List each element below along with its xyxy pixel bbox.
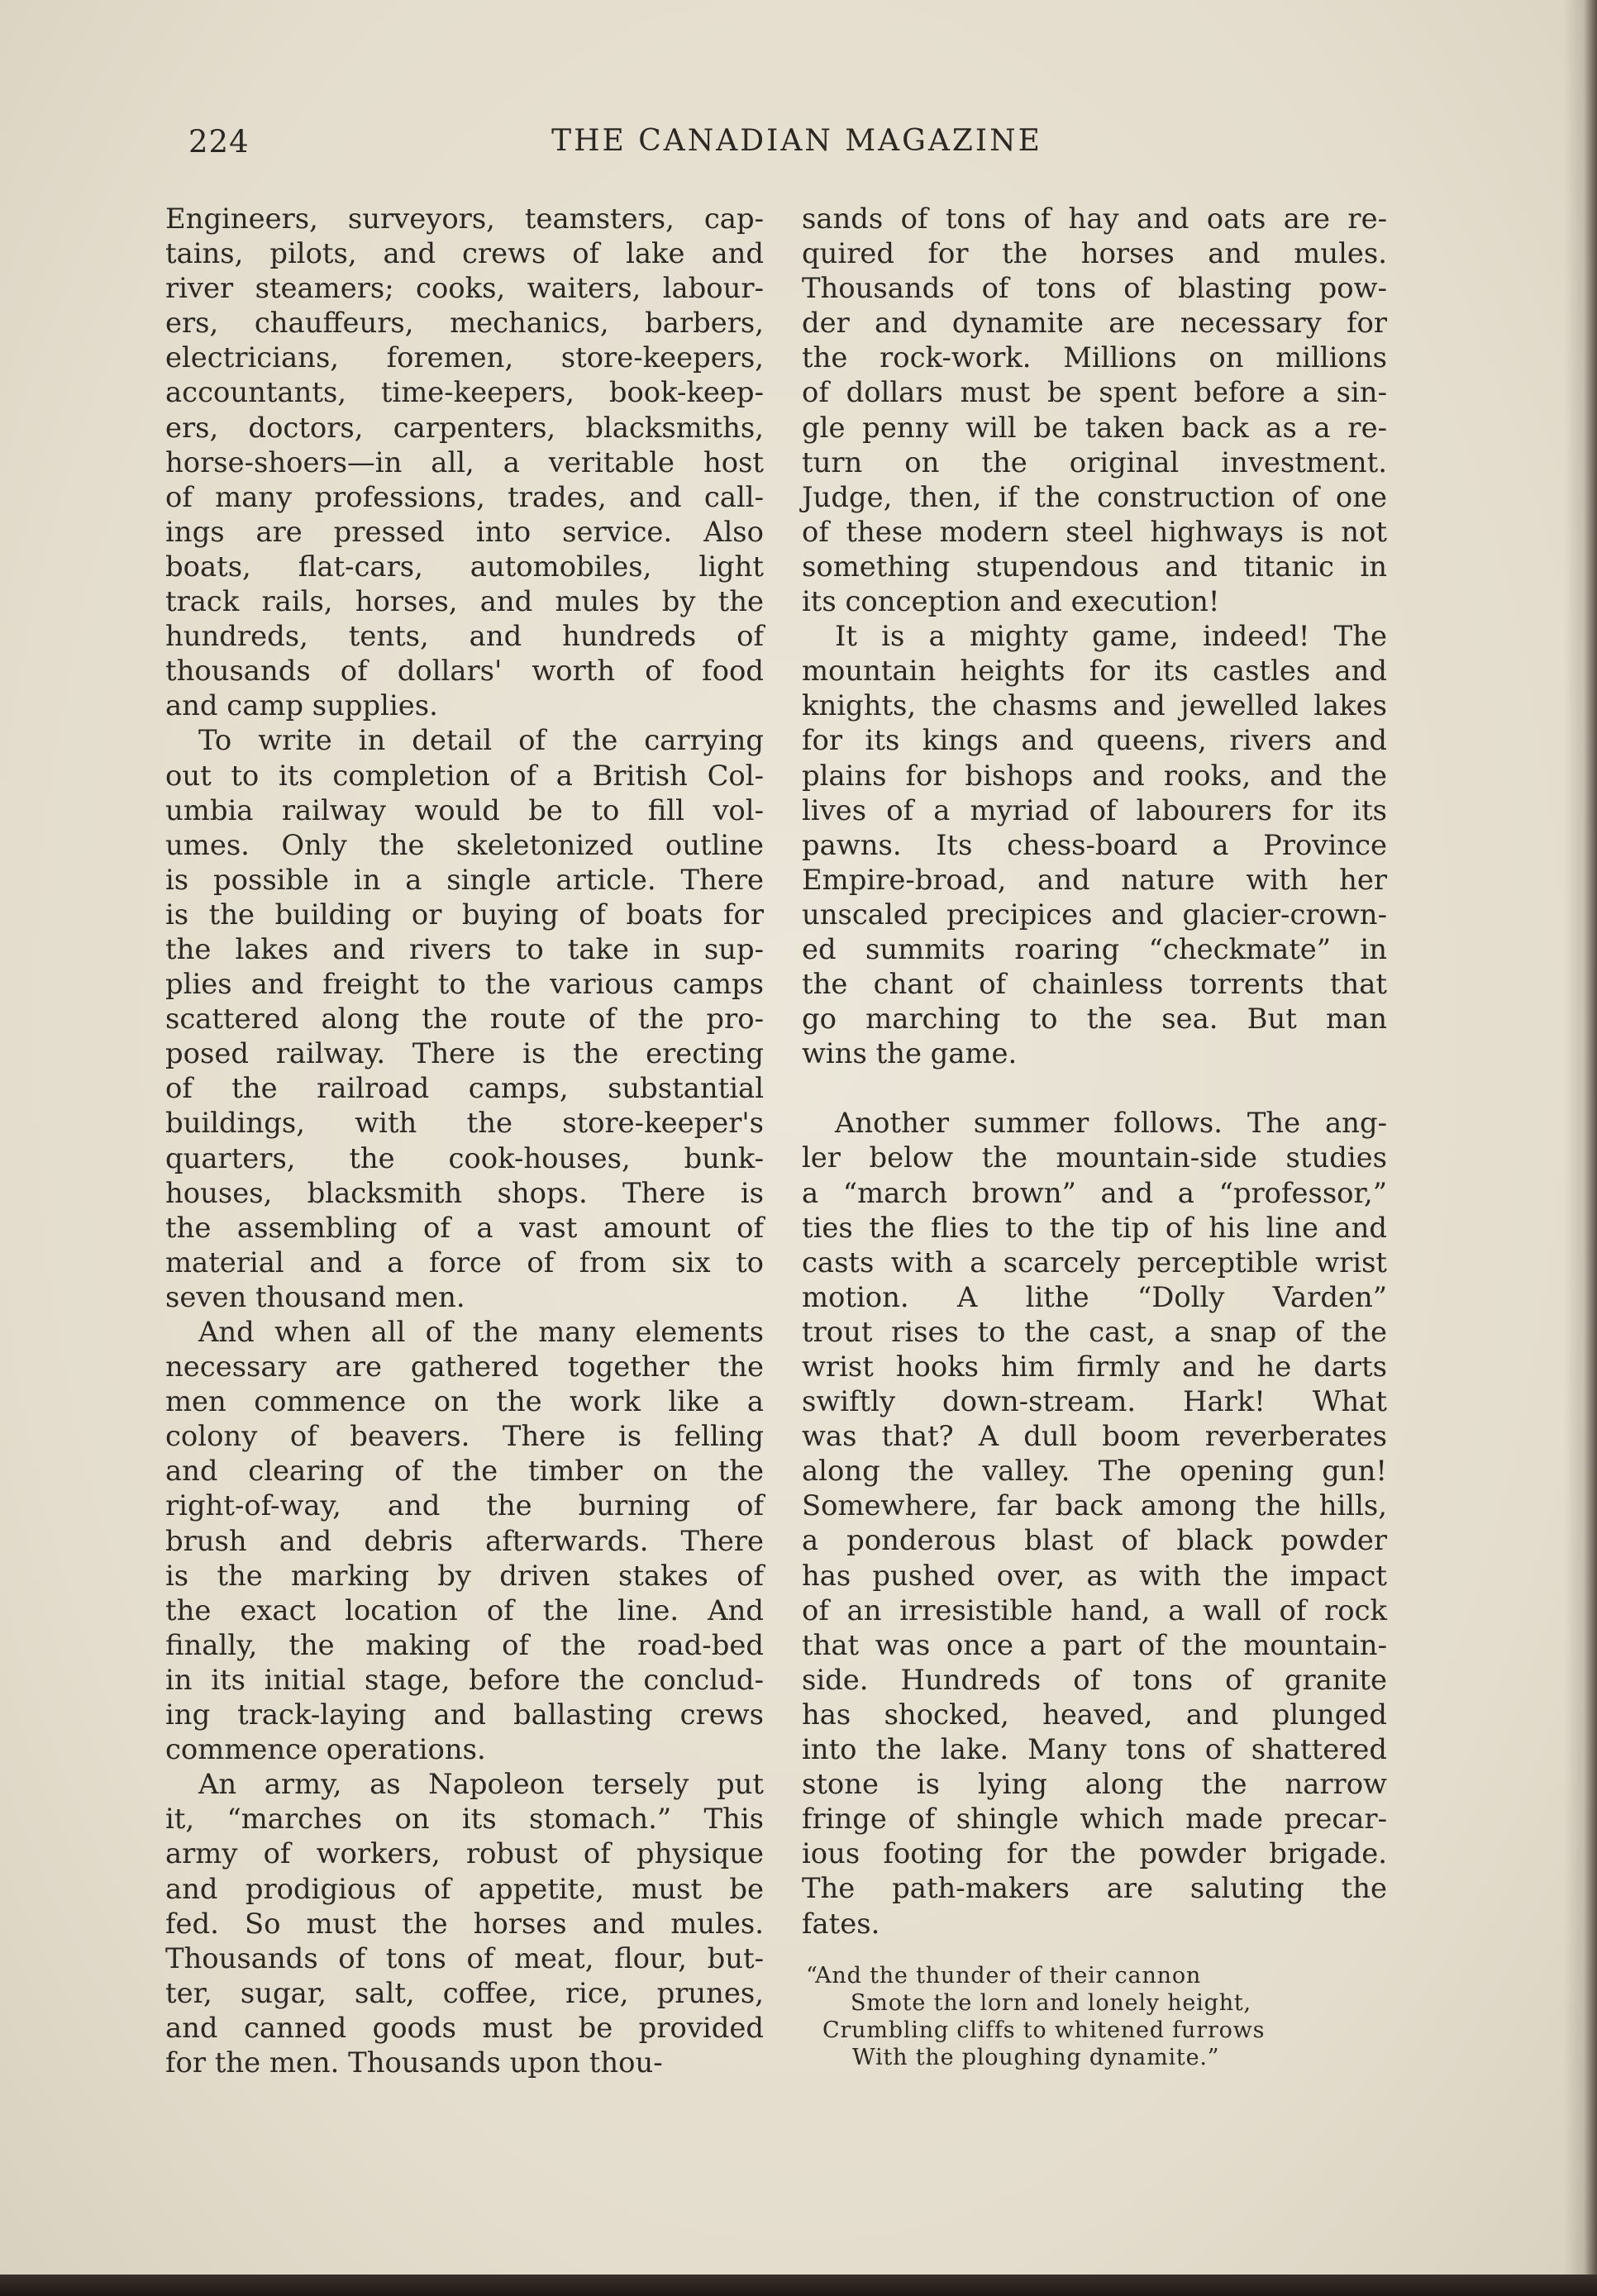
- text-line: horse-shoers—in all, a veritable host: [165, 445, 764, 479]
- text-line: Judge, then, if the construction of one: [802, 480, 1387, 513]
- text-line: der and dynamite are necessary for: [802, 307, 1387, 340]
- text-line: the rock-work. Millions on millions: [802, 341, 1387, 374]
- text-line: umbia railway would be to fill vol-: [165, 793, 764, 826]
- text-line: colony of beavers. There is felling: [165, 1420, 764, 1453]
- text-line: out to its completion of a British Col-: [165, 759, 764, 792]
- text-line: gle penny will be taken back as a re-: [802, 411, 1387, 444]
- text-line: casts with a scarcely perceptible wrist: [802, 1246, 1387, 1279]
- text-line: pawns. Its chess-board a Province: [802, 828, 1387, 861]
- text-line: plains for bishops and rooks, and the: [802, 759, 1387, 792]
- text-line: To write in detail of the carrying: [198, 724, 764, 757]
- text-line: finally, the making of the road-bed: [165, 1628, 764, 1661]
- text-line: right-of-way, and the burning of: [165, 1489, 764, 1522]
- text-line: thousands of dollars' worth of food: [165, 655, 764, 688]
- text-line: ers, doctors, carpenters, blacksmiths,: [165, 411, 764, 444]
- text-line: wins the game.: [802, 1037, 1018, 1070]
- text-line: of many professions, trades, and call-: [165, 480, 764, 513]
- text-line: track rails, horses, and mules by the: [165, 585, 764, 618]
- text-line: knights, the chasms and jewelled lakes: [802, 689, 1387, 722]
- text-line: swiftly down-stream. Hark! What: [802, 1385, 1387, 1418]
- text-line: lives of a myriad of labourers for its: [802, 793, 1387, 826]
- text-line: and prodigious of appetite, must be: [165, 1872, 764, 1905]
- text-line: ler below the mountain-side studies: [802, 1141, 1387, 1174]
- text-line: material and a force of from six to: [165, 1246, 764, 1279]
- text-line: houses, blacksmith shops. There is: [165, 1176, 764, 1209]
- text-line: for the men. Thousands upon thou-: [165, 2046, 663, 2079]
- text-line: wrist hooks him firmly and he darts: [802, 1350, 1387, 1383]
- text-line: side. Hundreds of tons of granite: [802, 1663, 1387, 1696]
- text-line: and clearing of the timber on the: [165, 1455, 764, 1488]
- text-line: accountants, time-keepers, book-keep-: [165, 376, 764, 409]
- text-line: electricians, foremen, store-keepers,: [165, 341, 764, 374]
- text-line: a ponderous blast of black powder: [802, 1524, 1387, 1557]
- text-line: the assembling of a vast amount of: [165, 1211, 764, 1244]
- text-line: has pushed over, as with the impact: [802, 1559, 1387, 1592]
- text-line: plies and freight to the various camps: [165, 968, 764, 1001]
- text-line: trout rises to the cast, a snap of the: [802, 1315, 1387, 1348]
- text-line: something stupendous and titanic in: [802, 550, 1387, 583]
- text-line: stone is lying along the narrow: [802, 1768, 1387, 1801]
- text-line: It is a mighty game, indeed! The: [835, 620, 1387, 653]
- text-line: Engineers, surveyors, teamsters, cap-: [165, 202, 764, 235]
- text-line: motion. A lithe “Dolly Varden”: [802, 1280, 1387, 1313]
- text-line: a “march brown” and a “professor,”: [802, 1176, 1387, 1209]
- text-line: And when all of the many elements: [198, 1316, 764, 1348]
- text-line: the lakes and rivers to take in sup-: [165, 932, 764, 965]
- text-line: hundreds, tents, and hundreds of: [165, 620, 764, 653]
- text-line: the chant of chainless torrents that: [802, 968, 1387, 1001]
- running-head: THE CANADIAN MAGAZINE: [551, 124, 1042, 158]
- text-line: brush and debris afterwards. There: [165, 1524, 764, 1557]
- text-line: necessary are gathered together the: [165, 1350, 764, 1384]
- text-line: commence operations.: [165, 1733, 486, 1766]
- text-line: unscaled precipices and glacier-crown-: [802, 898, 1387, 931]
- text-line: was that? A dull boom reverberates: [802, 1420, 1387, 1453]
- poem-quote: [806, 1962, 1385, 2071]
- text-line: it, “marches on its stomach.” This: [165, 1803, 764, 1836]
- text-line: mountain heights for its castles and: [802, 655, 1387, 688]
- text-line: Another summer follows. The ang-: [835, 1107, 1387, 1140]
- poem-line: Smote the lorn and lonely height,: [851, 1990, 1251, 2016]
- text-line: ious footing for the powder brigade.: [802, 1837, 1387, 1870]
- text-line: umes. Only the skeletonized outline: [165, 828, 764, 861]
- text-line: of an irresistible hand, a wall of rock: [802, 1593, 1387, 1627]
- text-line: Thousands of tons of blasting pow-: [802, 272, 1387, 305]
- text-line: ers, chauffeurs, mechanics, barbers,: [165, 307, 764, 340]
- text-line: ed summits roaring “checkmate” in: [802, 932, 1387, 965]
- text-line: is possible in a single article. There: [165, 863, 764, 896]
- right-column: [802, 202, 1387, 1941]
- text-line: army of workers, robust of physique: [165, 1837, 764, 1870]
- page-edge-shadow: [1564, 0, 1597, 2296]
- text-line: boats, flat-cars, automobiles, light: [165, 550, 764, 583]
- text-line: river steamers; cooks, waiters, labour-: [165, 272, 764, 305]
- text-line: the exact location of the line. And: [165, 1593, 764, 1627]
- text-line: posed railway. There is the erecting: [165, 1037, 764, 1070]
- text-line: ings are pressed into service. Also: [165, 515, 764, 548]
- text-line: quarters, the cook-houses, bunk-: [165, 1141, 764, 1174]
- text-line: seven thousand men.: [165, 1280, 465, 1313]
- text-line: Somewhere, far back among the hills,: [802, 1489, 1387, 1522]
- text-line: Empire-broad, and nature with her: [802, 863, 1387, 896]
- text-line: fates.: [802, 1907, 880, 1940]
- poem-line: Crumbling cliffs to whitened furrows: [822, 2017, 1266, 2043]
- text-line: in its initial stage, before the conclud-: [165, 1663, 764, 1696]
- text-line: has shocked, heaved, and plunged: [802, 1698, 1387, 1731]
- text-line: is the building or buying of boats for: [165, 898, 764, 931]
- text-line: men commence on the work like a: [165, 1385, 764, 1418]
- text-line: is the marking by driven stakes of: [165, 1559, 764, 1592]
- text-line: sands of tons of hay and oats are re-: [802, 202, 1387, 235]
- text-line: fed. So must the horses and mules.: [165, 1907, 764, 1940]
- text-line: buildings, with the store-keeper's: [165, 1107, 764, 1140]
- text-line: The path-makers are saluting the: [802, 1872, 1387, 1905]
- text-line: that was once a part of the mountain-: [802, 1628, 1387, 1661]
- section-gap: [802, 1071, 1387, 1106]
- bottom-edge: [0, 2275, 1597, 2296]
- text-line: and canned goods must be provided: [165, 2011, 764, 2044]
- poem-line: With the ploughing dynamite.”: [852, 2045, 1220, 2070]
- text-line: quired for the horses and mules.: [802, 237, 1387, 270]
- text-line: into the lake. Many tons of shattered: [802, 1733, 1387, 1766]
- text-line: turn on the original investment.: [802, 445, 1387, 479]
- text-line: Thousands of tons of meat, flour, but-: [165, 1941, 764, 1974]
- poem-line: “And the thunder of their cannon: [806, 1963, 1202, 1989]
- page-number: 224: [188, 124, 250, 160]
- page-header: [188, 124, 1405, 165]
- text-line: its conception and execution!: [802, 585, 1220, 618]
- text-line: of dollars must be spent before a sin-: [802, 376, 1387, 409]
- text-line: fringe of shingle which made precar-: [802, 1803, 1387, 1836]
- left-column: [165, 202, 764, 2080]
- text-line: along the valley. The opening gun!: [802, 1455, 1387, 1488]
- text-line: of the railroad camps, substantial: [165, 1072, 764, 1105]
- text-line: go marching to the sea. But man: [802, 1003, 1387, 1036]
- text-line: and camp supplies.: [165, 689, 438, 722]
- text-line: of these modern steel highways is not: [802, 515, 1387, 548]
- text-line: ties the flies to the tip of his line and: [802, 1211, 1387, 1244]
- text-line: An army, as Napoleon tersely put: [198, 1768, 764, 1801]
- text-line: ing track-laying and ballasting crews: [165, 1698, 764, 1732]
- text-line: tains, pilots, and crews of lake and: [165, 237, 764, 270]
- text-line: scattered along the route of the pro-: [165, 1003, 764, 1036]
- text-line: ter, sugar, salt, coffee, rice, prunes,: [165, 1976, 764, 2009]
- text-line: for its kings and queens, rivers and: [802, 724, 1387, 757]
